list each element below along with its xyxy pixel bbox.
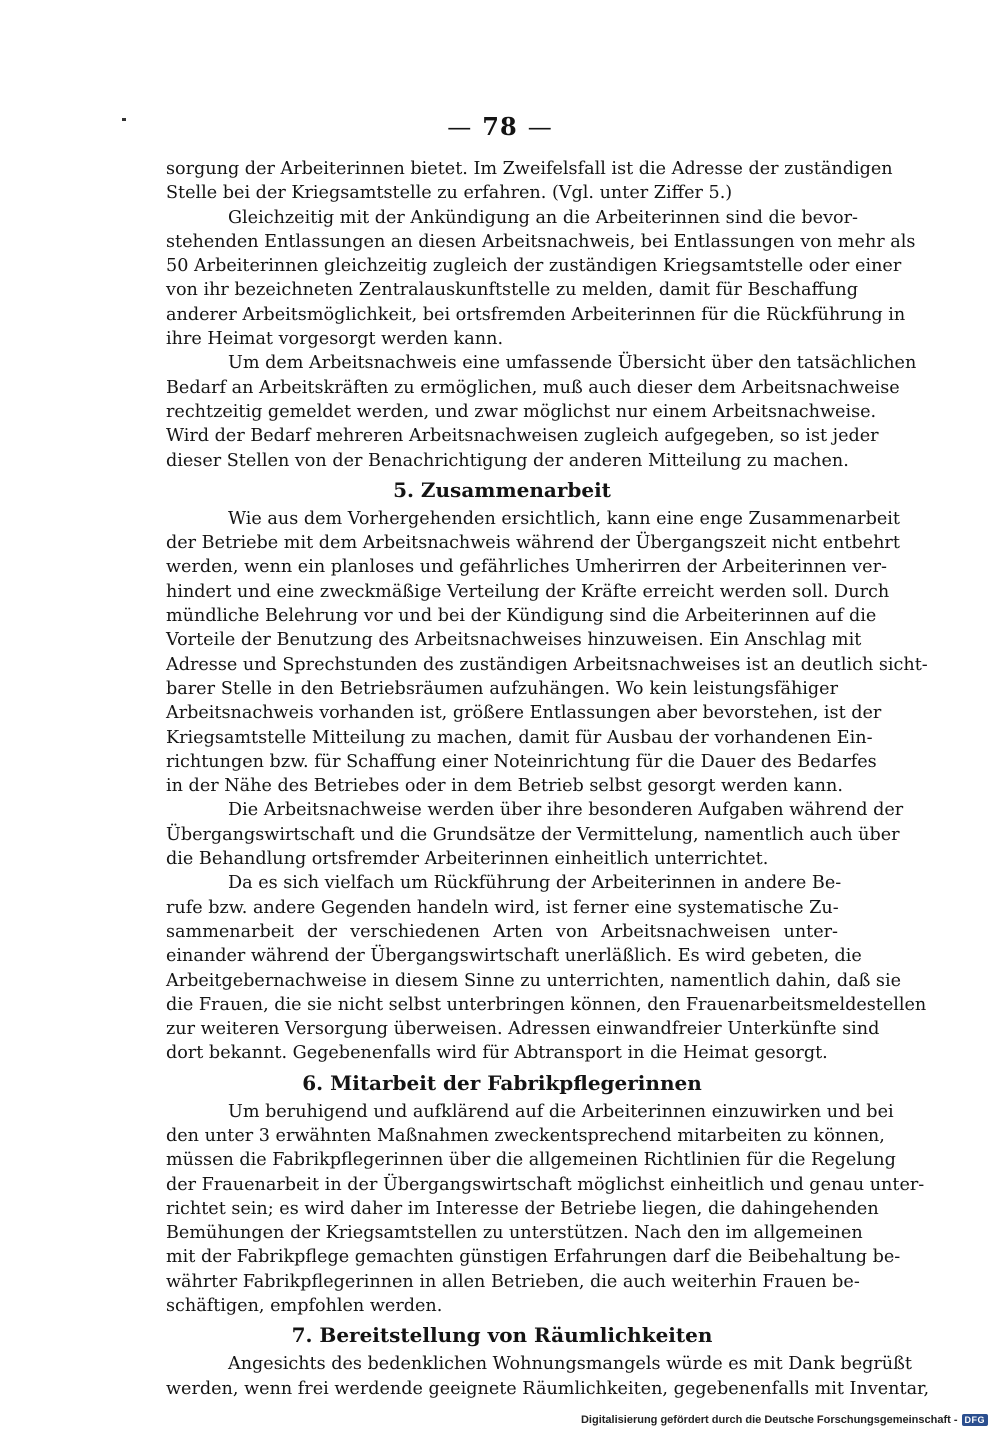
paragraph-line: Um dem Arbeitsnachweis eine umfassende Übersicht über den tatsächlichen [228,353,917,374]
paragraph-line: Bemühungen der Kriegsamtstellen zu unterstützen. Nach den im allgemeinen [166,1223,863,1244]
paragraph-line: währter Fabrikpflegerinnen in allen Betrieben, die auch weiterhin Frauen be- [166,1271,860,1292]
paragraph-line: Angesichts des bedenklichen Wohnungsmangels würde es mit Dank begrüßt [228,1354,912,1375]
paragraph-line: Übergangswirtschaft und die Grundsätze der Vermittelung, namentlich auch über [166,824,900,845]
paragraph-line: müssen die Fabrikpflegerinnen über die allgemeinen Richtlinien für die Regelung [166,1150,896,1171]
paragraph-line: 50 Arbeiterinnen gleichzeitig zugleich der zuständigen Kriegsamtstelle oder einer [166,256,902,277]
paragraph-line: Vorteile der Benutzung des Arbeitsnachweises hinzuweisen. Ein Anschlag mit [166,630,862,651]
paragraph-line: Arbeitgebernachweise in diesem Sinne zu unterrichten, namentlich dahin, daß sie [166,970,902,991]
paragraph-line: sorgung der Arbeiterinnen bietet. Im Zweifelsfall ist die Adresse der zuständigen [166,159,893,179]
paragraph-line: mit der Fabrikpflege gemachten günstigen Erfahrungen darf die Beibehaltung be- [166,1247,901,1268]
paragraph-line: Stelle bei der Kriegsamtstelle zu erfahren. (Vgl. unter Ziffer 5.) [166,183,733,204]
body-text [166,157,930,1401]
paragraph-line: anderer Arbeitsmöglichkeit, bei ortsfremden Arbeiterinnen für die Rückführung in [166,304,906,325]
paragraph-line: mündliche Belehrung vor und bei der Kündigung sind die Arbeiterinnen auf die [166,606,877,627]
page-number-value: 78 [482,112,518,141]
paragraph-line: Wird der Bedarf mehreren Arbeitsnachweisen zugleich aufgegeben, so ist jeder [166,426,879,447]
paragraph-line: dieser Stellen von der Benachrichtigung der anderen Mitteilung zu machen. [166,450,849,471]
paragraph-line: Wie aus dem Vorhergehenden ersichtlich, kann eine enge Zusammenarbeit [228,508,900,529]
paragraph-line: Da es sich vielfach um Rückführung der Arbeiterinnen in andere Be- [228,873,842,894]
page-number [0,112,1000,141]
paragraph-line: sammenarbeit der verschiedenen Arten von Arbeitsnachweisen unter- [166,921,838,942]
dfg-logo: DFG [962,1414,989,1426]
paragraph-line: richtet sein; es wird daher im Interesse der Betriebe liegen, die dahingehenden [166,1198,879,1219]
paragraph-line: hindert und eine zweckmäßige Verteilung der Kräfte erreicht werden soll. Durch [166,581,890,602]
paragraph-line: Bedarf an Arbeitskräften zu ermöglichen, muß auch dieser dem Arbeitsnachweise [166,377,900,398]
paragraph-line: barer Stelle in den Betriebsräumen aufzuhängen. Wo kein leistungsfähiger [166,678,838,699]
paragraph-line: die Frauen, die sie nicht selbst unterbringen können, den Frauenarbeitsmeldestellen [166,994,927,1015]
footer-text: Digitalisierung gefördert durch die Deutsche Forschungsgemeinschaft - [580,1414,958,1426]
section-heading: 7. Bereitstellung von Räumlichkeiten [291,1323,713,1348]
section-heading: 6. Mitarbeit der Fabrikpflegerinnen [302,1070,702,1095]
paragraph-line: richtungen bzw. für Schaffung einer Noteinrichtung für die Dauer des Bedarfes [166,751,877,772]
paragraph-line: einander während der Übergangswirtschaft unerläßlich. Es wird gebeten, die [166,946,862,967]
page-number-dash-right: — [527,113,553,141]
paragraph-line: Um beruhigend und aufklärend auf die Arbeiterinnen einzuwirken und bei [228,1101,894,1122]
paragraph-line: rechtzeitig gemeldet werden, und zwar möglichst nur einem Arbeitsnachweise. [166,401,877,422]
paragraph-line: dort bekannt. Gegebenenfalls wird für Abtransport in die Heimat gesorgt. [166,1043,828,1064]
paragraph-line: zur weiteren Versorgung überweisen. Adressen einwandfreier Unterkünfte sind [166,1019,880,1040]
paragraph-line: der Betriebe mit dem Arbeitsnachweis während der Übergangszeit nicht entbehrt [166,533,900,554]
paragraph-line: werden, wenn frei werdende geeignete Räumlichkeiten, gegebenenfalls mit Inventar, [166,1378,930,1399]
paragraph-line: schäftigen, empfohlen werden. [166,1296,443,1317]
paragraph-line: Die Arbeitsnachweise werden über ihre besonderen Aufgaben während der [228,800,904,821]
paragraph-line: ihre Heimat vorgesorgt werden kann. [166,329,504,350]
paragraph-line: den unter 3 erwähnten Maßnahmen zweckentsprechend mitarbeiten zu können, [166,1125,885,1146]
paragraph-line: von ihr bezeichneten Zentralauskunftstelle zu melden, damit für Beschaffung [166,280,858,301]
paragraph-line: werden, wenn ein planloses und gefährliches Umherirren der Arbeiterinnen ver- [166,557,887,578]
paragraph-line: in der Nähe des Betriebes oder in dem Betrieb selbst gesorgt werden kann. [166,776,843,797]
paragraph-line: rufe bzw. andere Gegenden handeln wird, ist ferner eine systematische Zu- [166,897,839,918]
paragraph-line: Kriegsamtstelle Mitteilung zu machen, damit für Ausbau der vorhandenen Ein- [166,727,873,748]
footer-credit [581,1414,988,1426]
paragraph-line: Arbeitsnachweis vorhanden ist, größere Entlassungen aber bevorstehen, ist der [166,703,882,724]
page-number-dash-left: — [447,113,473,141]
paragraph-line: die Behandlung ortsfremder Arbeiterinnen einheitlich unterrichtet. [166,849,769,870]
paragraph-line: stehenden Entlassungen an diesen Arbeitsnachweis, bei Entlassungen von mehr als [166,231,916,252]
paragraph-line: Adresse und Sprechstunden des zuständigen Arbeitsnachweises ist an deutlich sicht- [166,654,928,675]
section-heading: 5. Zusammenarbeit [393,477,611,502]
paragraph-line: der Frauenarbeit in der Übergangswirtschaft möglichst einheitlich und genau unter- [166,1174,925,1195]
paragraph-line: Gleichzeitig mit der Ankündigung an die Arbeiterinnen sind die bevor- [228,207,858,228]
